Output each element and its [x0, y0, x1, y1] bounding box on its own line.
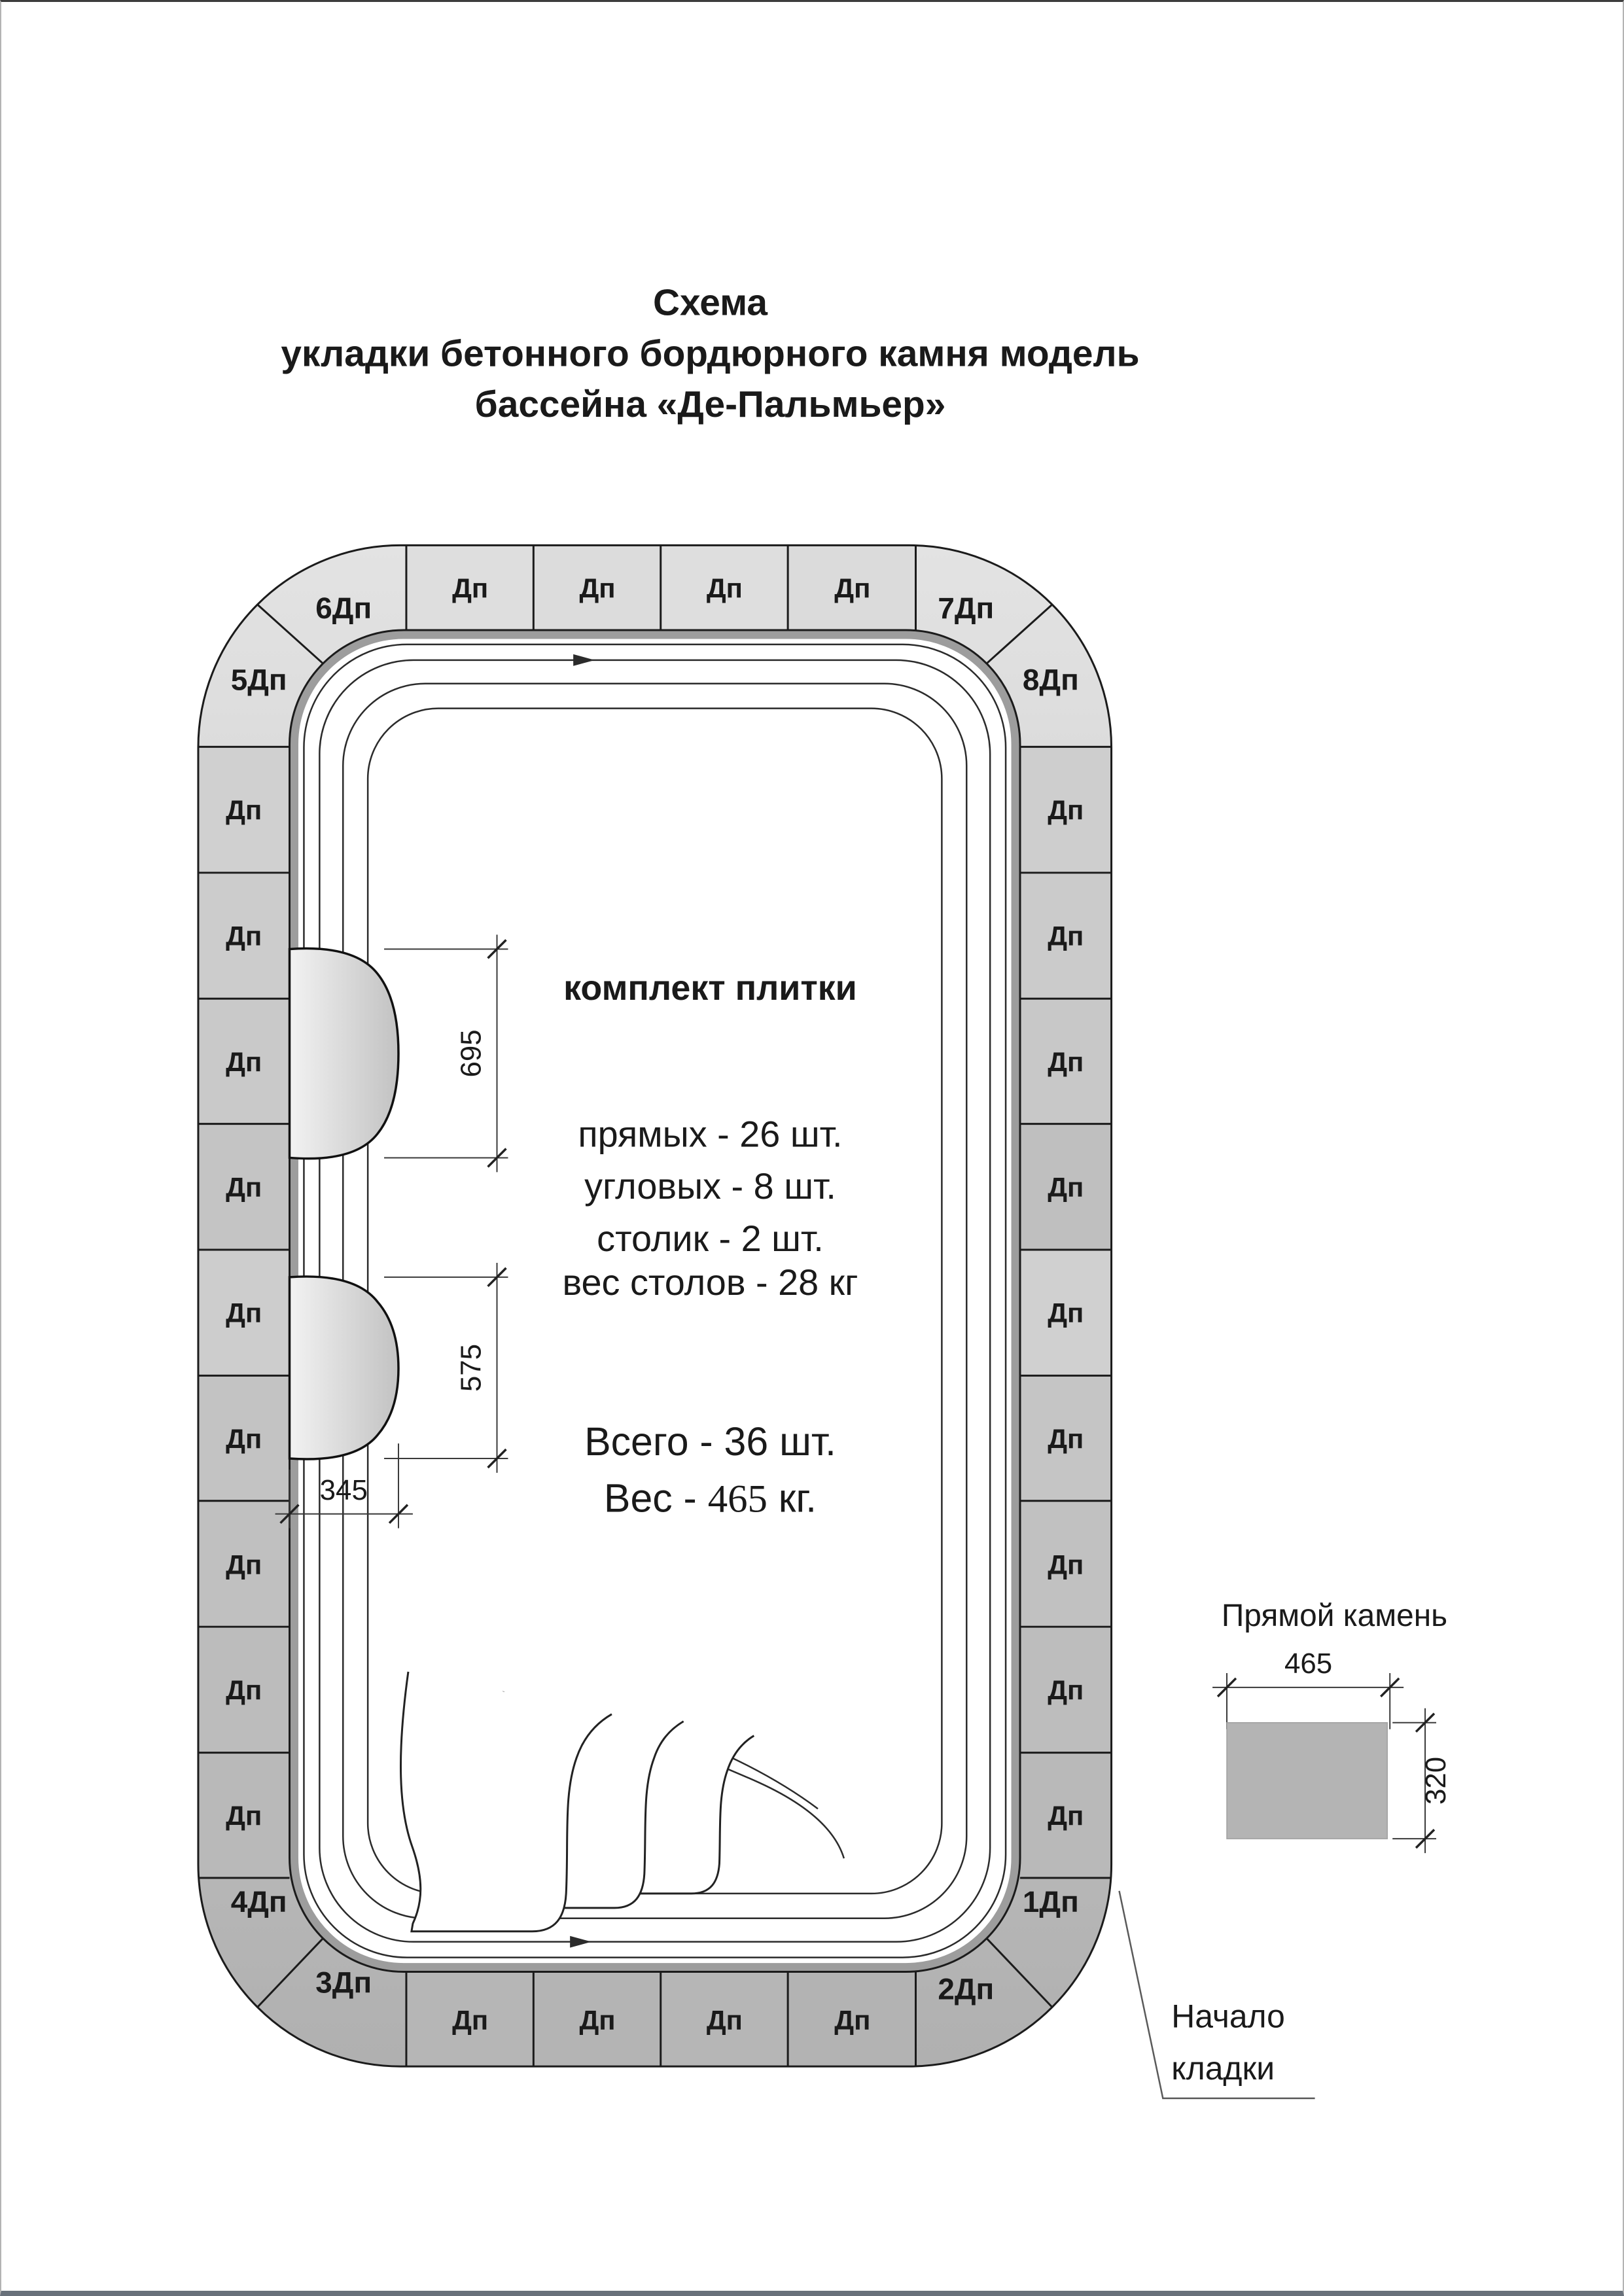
- corner-stone-label-1: 1Дп: [1022, 1884, 1079, 1918]
- detail-width-label: 465: [1284, 1647, 1333, 1680]
- straight-stone-detail: [1212, 1598, 1452, 1853]
- dimension-label-695: 695: [455, 1029, 487, 1078]
- legend-item-table-weight: вес столов - 28 кг: [562, 1261, 858, 1303]
- stone-label: Дп: [226, 1046, 262, 1077]
- detail-height-label: 320: [1419, 1756, 1452, 1805]
- detail-stone-body: [1227, 1723, 1387, 1839]
- dimension-label-345: 345: [319, 1474, 368, 1506]
- table-bump-2: [290, 1277, 398, 1459]
- laying-direction-arrow-top: [573, 654, 595, 666]
- stone-label: Дп: [1048, 1800, 1084, 1831]
- stone-label: Дп: [579, 2004, 616, 2036]
- legend-item-corner: угловых - 8 шт.: [584, 1165, 836, 1207]
- dimension-label-575: 575: [455, 1343, 487, 1392]
- weight-value: 465: [707, 1477, 768, 1521]
- corner-stone-label-7: 7Дп: [938, 591, 995, 626]
- stone-label: Дп: [226, 1549, 262, 1580]
- stone-label: Дп: [452, 573, 489, 604]
- stone-label: Дп: [1048, 794, 1084, 826]
- corner-stone-label-8: 8Дп: [1022, 662, 1079, 697]
- stone-label: Дп: [834, 573, 871, 604]
- corner-stone-label-3: 3Дп: [315, 1965, 372, 2000]
- stone-label: Дп: [706, 573, 743, 604]
- stone-label: Дп: [226, 1171, 262, 1203]
- stone-label: Дп: [226, 920, 262, 951]
- tile-set-legend: [562, 968, 858, 1521]
- page-title: [281, 282, 1139, 425]
- stone-label: Дп: [1048, 1423, 1084, 1455]
- detail-width-dim: [1212, 1673, 1403, 1729]
- weight-suffix: кг.: [778, 1475, 817, 1521]
- title-line-1: Схема: [653, 282, 768, 324]
- stone-label: Дп: [1048, 1171, 1084, 1203]
- legend-weight: [604, 1476, 817, 1521]
- step-contours: [400, 1672, 843, 1932]
- corner-stone-label-6: 6Дп: [315, 591, 372, 626]
- weight-prefix: Вес -: [603, 1475, 708, 1521]
- legend-heading: комплект плитки: [563, 968, 857, 1008]
- stone-label: Дп: [226, 1297, 262, 1328]
- stone-label: Дп: [579, 573, 616, 604]
- detail-title: Прямой камень: [1221, 1598, 1448, 1634]
- extension-lines: [384, 1277, 508, 1458]
- stone-label: Дп: [452, 2004, 489, 2036]
- stone-label: Дп: [834, 2004, 871, 2036]
- title-line-2: укладки бетонного бордюрного камня модель: [281, 333, 1140, 375]
- dimension-695: [384, 935, 508, 1173]
- extension-lines: [384, 949, 508, 1157]
- stone-label: Дп: [226, 1423, 262, 1455]
- legend-item-table: столик - 2 шт.: [597, 1217, 824, 1259]
- stone-label: Дп: [226, 794, 262, 826]
- callout-line-1: Начало: [1171, 1998, 1285, 2035]
- title-line-3: бассейна «Де-Пальмьер»: [474, 384, 946, 426]
- table-bump-1: [290, 949, 398, 1159]
- legend-item-straight: прямых - 26 шт.: [578, 1113, 843, 1155]
- stone-label: Дп: [1048, 1549, 1084, 1580]
- stone-label: Дп: [706, 2004, 743, 2036]
- corner-stone-label-4: 4Дп: [230, 1884, 287, 1918]
- stone-label: Дп: [1048, 1297, 1084, 1328]
- stone-label: Дп: [1048, 920, 1084, 951]
- corner-stone-label-2: 2Дп: [938, 1971, 995, 2006]
- stone-label: Дп: [226, 1674, 262, 1705]
- stone-label: Дп: [1048, 1674, 1084, 1705]
- laying-direction-arrow-bottom: [570, 1936, 591, 1948]
- legend-total: Всего - 36 шт.: [584, 1419, 836, 1464]
- corner-stone-label-5: 5Дп: [230, 662, 287, 697]
- stone-label: Дп: [226, 1800, 262, 1831]
- dimension-575: [384, 1263, 508, 1473]
- pool-schema-drawing: [1, 2, 1623, 2291]
- laying-start-callout: [1120, 1891, 1315, 2098]
- stone-label: Дп: [1048, 1046, 1084, 1077]
- side-tables: [290, 949, 398, 1459]
- callout-line-2: кладки: [1171, 2050, 1275, 2087]
